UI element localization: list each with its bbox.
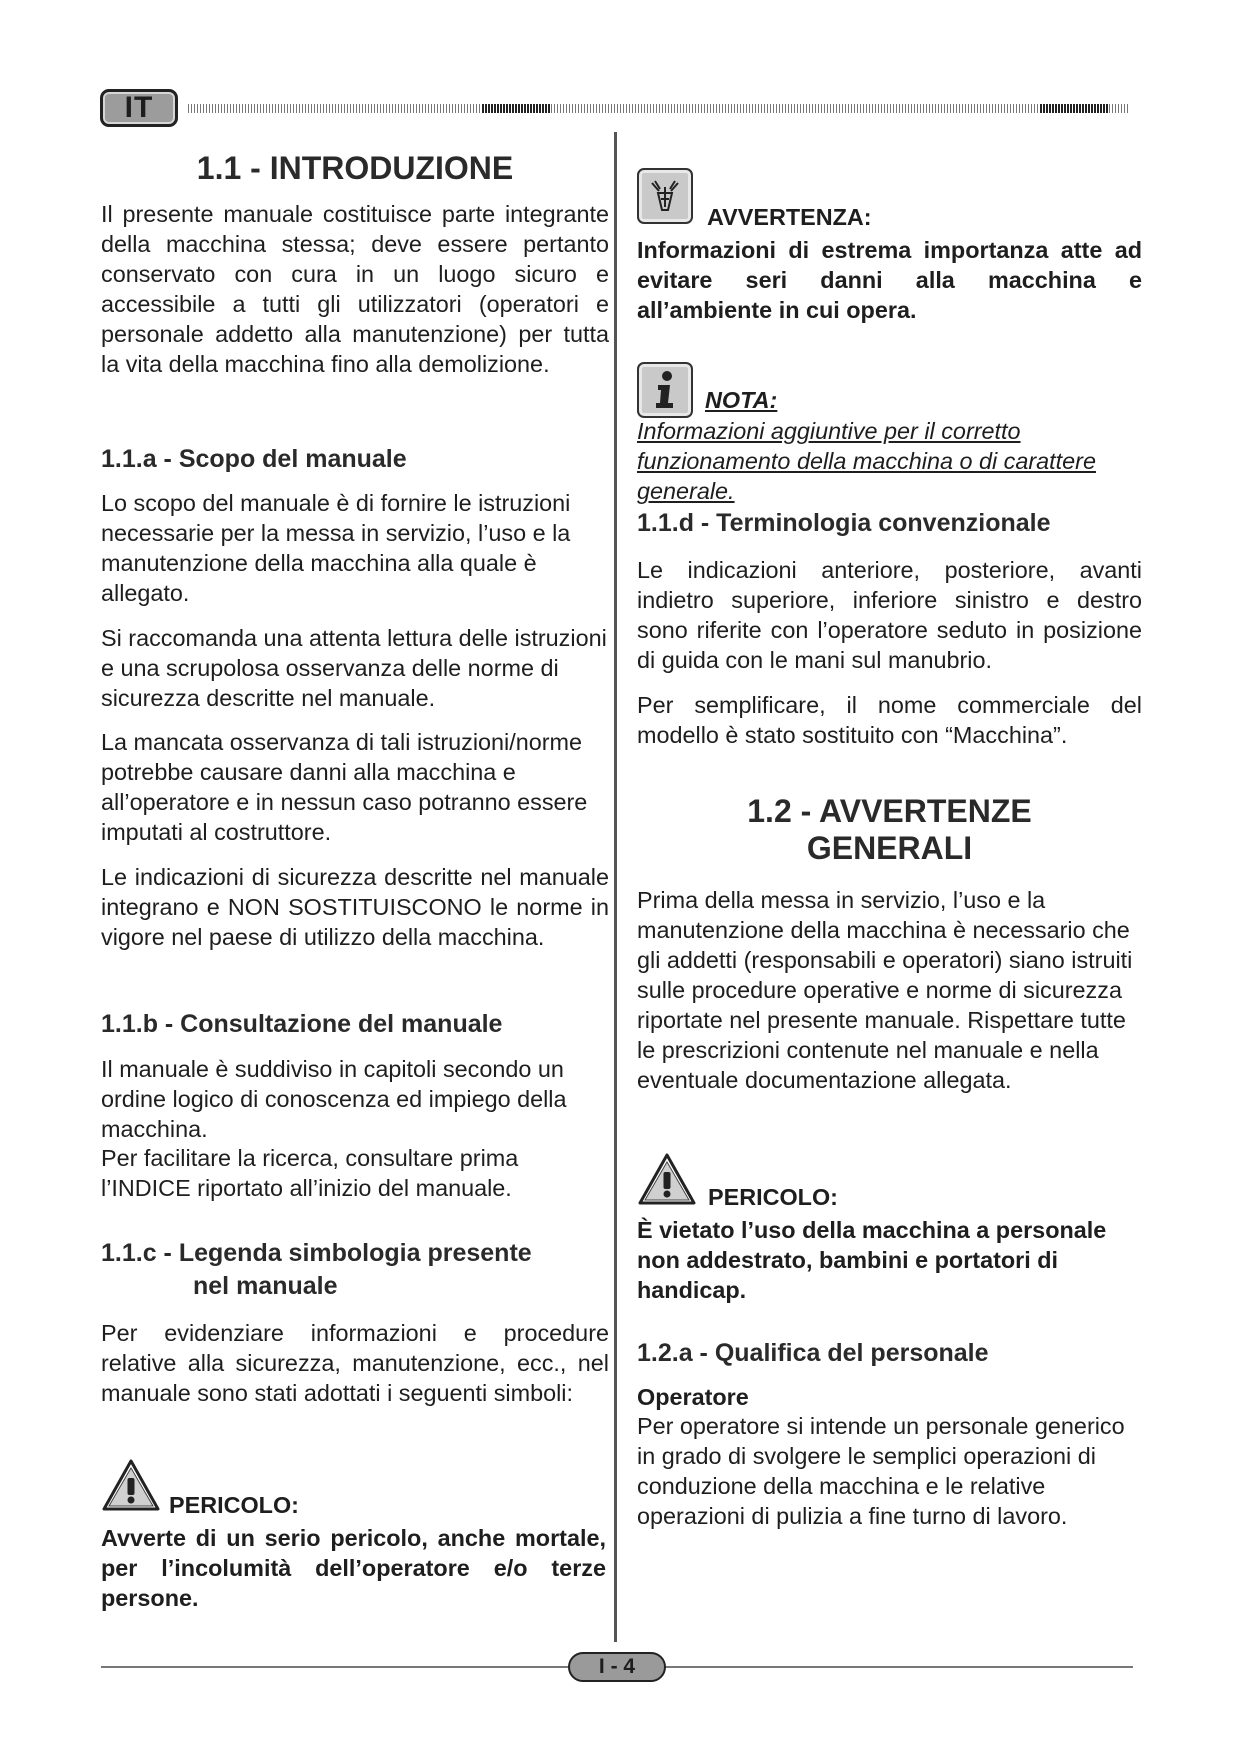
nota-label: NOTA:: [705, 387, 778, 413]
consultazione-paragraph-2: Per facilitare la ricerca, consultare prima l’INDICE riportato all’inizio del manuale.: [101, 1145, 519, 1201]
avvertenze-generali-text: Prima della messa in servizio, l’uso e la manutenzione della macchina è necessario che gli addetti (responsabili e operatori) siano istruiti sulle procedure operative e norme di sicurezza riportate nel presente manuale. Rispettare tutte le prescrizioni contenute nel manuale e nella eventuale documentazione allegata.: [637, 887, 1133, 1093]
scopo-title: 1.1.a - Scopo del manuale: [101, 445, 407, 473]
avvertenza-icon: [637, 168, 693, 224]
legenda-title-line-1: 1.1.c - Legenda simbologia presente: [101, 1239, 532, 1267]
scopo-paragraph-4: Le indicazioni di sicurezza descritte nel manuale integrano e NON SOSTITUISCONO le norme in vigore nel paese di utilizzo della macchina.: [101, 864, 609, 950]
header-rule: [188, 104, 1130, 113]
introduzione-title: 1.1 - INTRODUZIONE: [196, 150, 514, 186]
terminologia-paragraph-1: Le indicazioni anteriore, posteriore, avanti indietro superiore, inferiore sinistro e destro sono riferite con l’operatore seduto in posizione di guida con le mani sul manubrio.: [637, 557, 1142, 673]
scopo-paragraph-2: Si raccomanda una attenta lettura delle istruzioni e una scrupolosa osservanza delle norme di sicurezza descritte nel manuale.: [101, 625, 607, 711]
pericolo-label-left: PERICOLO:: [169, 1492, 299, 1518]
avvertenza-text: Informazioni di estrema importanza atte ad evitare seri danni alla macchina e all’ambiente in cui opera.: [637, 237, 1142, 323]
info-icon: [637, 362, 693, 418]
column-divider: [614, 132, 617, 1642]
legenda-text: Per evidenziare informazioni e procedure relative alla sicurezza, manutenzione, ecc., nel manuale sono stati adottati i seguenti simboli:: [101, 1320, 609, 1406]
nota-text: Informazioni aggiuntive per il corretto funzionamento della macchina o di carattere generale.: [637, 418, 1096, 504]
language-badge: IT: [100, 89, 178, 127]
pericolo-text-right: È vietato l’uso della macchina a personale non addestrato, bambini e portatori di handicap.: [637, 1217, 1107, 1303]
consultazione-title: 1.1.b - Consultazione del manuale: [101, 1010, 503, 1038]
danger-warning-icon-right: [637, 1152, 697, 1206]
qualifica-title: 1.2.a - Qualifica del personale: [637, 1339, 989, 1367]
operatore-label: Operatore: [637, 1384, 749, 1410]
scopo-paragraph-3: La mancata osservanza di tali istruzioni/norme potrebbe causare danni alla macchina e all’operatore e in nessun caso potranno essere imputati al costruttore.: [101, 729, 588, 845]
consultazione-paragraph-1: Il manuale è suddiviso in capitoli secondo un ordine logico di conoscenza ed impiego della macchina.: [101, 1056, 567, 1142]
scopo-paragraph-1: Lo scopo del manuale è di fornire le istruzioni necessarie per la messa in servizio, l’uso e la manutenzione della macchina alla quale è allegato.: [101, 490, 571, 606]
page-number: I - 4: [568, 1652, 666, 1682]
introduzione-text: Il presente manuale costituisce parte integrante della macchina stessa; deve essere pertanto conservato con cura in un luogo sicuro e accessibile a tutti gli utilizzatori (operatori e personale addetto alla manutenzione) per tutta la vita della macchina fino alla demolizione.: [101, 201, 609, 377]
terminologia-paragraph-2: Per semplificare, il nome commerciale del modello è stato sostituito con “Macchina”.: [637, 692, 1142, 748]
avvertenze-generali-title-line-1: 1.2 - AVVERTENZE: [747, 793, 1032, 829]
pericolo-label-right: PERICOLO:: [708, 1184, 838, 1210]
avvertenze-generali-title-line-2: GENERALI: [806, 830, 973, 866]
pericolo-text-left: Avverte di un serio pericolo, anche mortale, per l’incolumità dell’operatore e/o terze persone.: [101, 1525, 606, 1611]
legenda-title-line-2: nel manuale: [193, 1272, 338, 1300]
danger-warning-icon: [101, 1458, 161, 1512]
avvertenza-label: AVVERTENZA:: [707, 204, 872, 230]
operatore-text: Per operatore si intende un personale generico in grado di svolgere le semplici operazioni di conduzione della macchina e le relative operazioni di pulizia a fine turno di lavoro.: [637, 1413, 1125, 1529]
terminologia-title: 1.1.d - Terminologia convenzionale: [637, 509, 1051, 537]
